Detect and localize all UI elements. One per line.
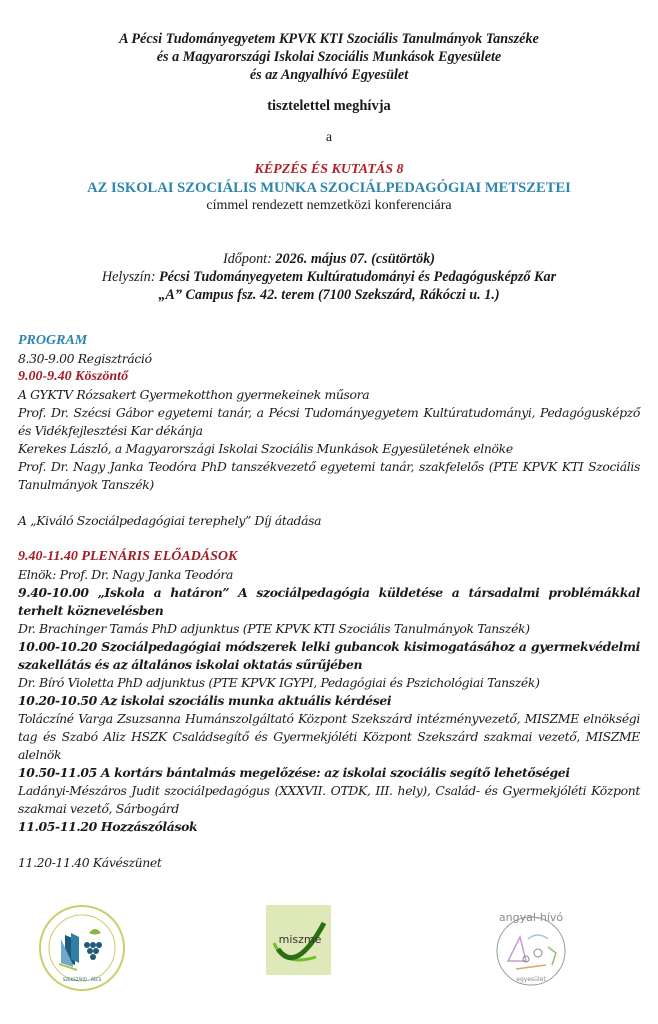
coffee-break-item: 11.20-11.40 Kávészünet [18, 855, 162, 870]
svg-text:egyesület: egyesület [516, 976, 546, 983]
place-line [0, 268, 658, 286]
organizer-line: A Pécsi Tudományegyetem KPVK KTI Szociális Tanulmányok Tanszéke [119, 31, 539, 47]
place-label: Helyszín: [101, 269, 156, 285]
plenary-heading: 9.40-11.40 PLENÁRIS ELŐADÁSOK [18, 549, 238, 564]
organizers [0, 30, 658, 84]
place-line-2 [0, 286, 658, 304]
talk-speaker: Dr. Bíró Violetta PhD adjunktus (PTE KPVK IGYPI, Pedagógiai és Pszichológiai Tanszék) [18, 675, 540, 690]
conference-main-title: AZ ISKOLAI SZOCIÁLIS MUNKA SZOCIÁLPEDAGÓGIAI METSZETEI [87, 180, 571, 196]
miszme-text: miszme [278, 933, 322, 946]
place-address: „A” Campus fsz. 42. terem (7100 Szekszárd, Rákóczi u. 1.) [158, 287, 500, 303]
faculty-seal-logo [37, 903, 127, 993]
program-item-registration: 8.30-9.00 Regisztráció [18, 351, 152, 366]
angyalhivo-icon [486, 903, 576, 993]
conference-title [0, 161, 658, 215]
date-value: 2026. május 07. (csütörtök) [275, 251, 436, 267]
conference-subtitle: címmel rendezett nemzetközi konferenciára [206, 198, 452, 213]
svg-text:SZEKSZÁRD · PÉCS: SZEKSZÁRD · PÉCS [62, 977, 102, 982]
program-heading: PROGRAM [18, 333, 88, 348]
welcome-item: Prof. Dr. Szécsi Gábor egyetemi tanár, a Pécsi Tudományegyetem Kultúratudományi, Pedagógusképző és Vidékfejlesztési Kar dékánja [18, 405, 640, 438]
invite-text: tisztelettel meghívja [267, 98, 391, 114]
welcome-item: A GYKTV Rózsakert Gyermekotthon gyermekeinek műsora [18, 387, 370, 402]
talk-title: 9.40-10.00 „Iskola a határon” A szociálpedagógia küldetése a társadalmi problémákkal terhelt köznevelésben [18, 585, 640, 618]
miszme-logo [266, 905, 331, 975]
place-value: Pécsi Tudományegyetem Kultúratudományi és Pedagógusképző Kar [159, 269, 557, 285]
award-item: A „Kiváló Szociálpedagógiai terephely” Díj átadása [18, 513, 322, 528]
talk-title: 10.00-10.20 Szociálpedagógiai módszerek lelki gubancok kisimogatásához a gyermekvédelmi szakellátás és az általános iskolai oktatás sűrűjében [18, 639, 640, 672]
talk-speaker: Ladányi-Mészáros Judit szociálpedagógus (XXXVII. OTDK, III. hely), Család- és Gyermekjóléti Központ szakmai vezető, Sárbogárd [18, 783, 640, 816]
plenary-chair: Elnök: Prof. Dr. Nagy Janka Teodóra [18, 567, 233, 582]
welcome-item: Kerekes László, a Magyarországi Iskolai Szociális Munkások Egyesületének elnöke [18, 441, 513, 456]
date-label: Időpont: [222, 251, 272, 267]
welcome-item: Prof. Dr. Nagy Janka Teodóra PhD tanszékvezető egyetemi tanár, szakfelelős (PTE KPVK KTI Szociális Tanulmányok Tanszék) [18, 459, 640, 492]
welcome-heading: 9.00-9.40 Köszöntő [18, 369, 129, 384]
talk-speaker: Dr. Brachinger Tamás PhD adjunktus (PTE KPVK KTI Szociális Tanulmányok Tanszék) [18, 621, 530, 636]
talk-speaker: Toláczíné Varga Zsuzsanna Humánszolgáltató Központ Szekszárd intézményvezető, MISZME elnökségi tag és Szabó Aliz HSZK Családsegítő és Gyermekjóléti Központ Szekszárd szakmai vezető, MISZME alelnök [18, 711, 640, 762]
conference-series-title: KÉPZÉS ÉS KUTATÁS 8 [254, 162, 404, 177]
svg-text:angyal-hívó: angyal-hívó [498, 911, 564, 924]
organizer-line: és az Angyalhívó Egyesület [249, 67, 409, 83]
article-text: a [325, 130, 333, 145]
university-seal-icon [37, 903, 127, 993]
talk-title: 10.50-11.05 A kortárs bántalmás megelőzése: az iskolai szociális segítő lehetőségei [18, 765, 570, 780]
date-line [0, 250, 658, 268]
miszme-logo-icon [266, 905, 331, 975]
angyalhivo-logo [486, 903, 576, 993]
talk-title: 10.20-10.50 Az iskolai szociális munka aktuális kérdései [18, 693, 392, 708]
organizer-line: és a Magyarországi Iskolai Szociális Munkások Egyesülete [156, 49, 502, 65]
comments-item: 11.05-11.20 Hozzászólások [18, 819, 198, 834]
event-info [0, 250, 658, 304]
program-section [18, 332, 640, 872]
